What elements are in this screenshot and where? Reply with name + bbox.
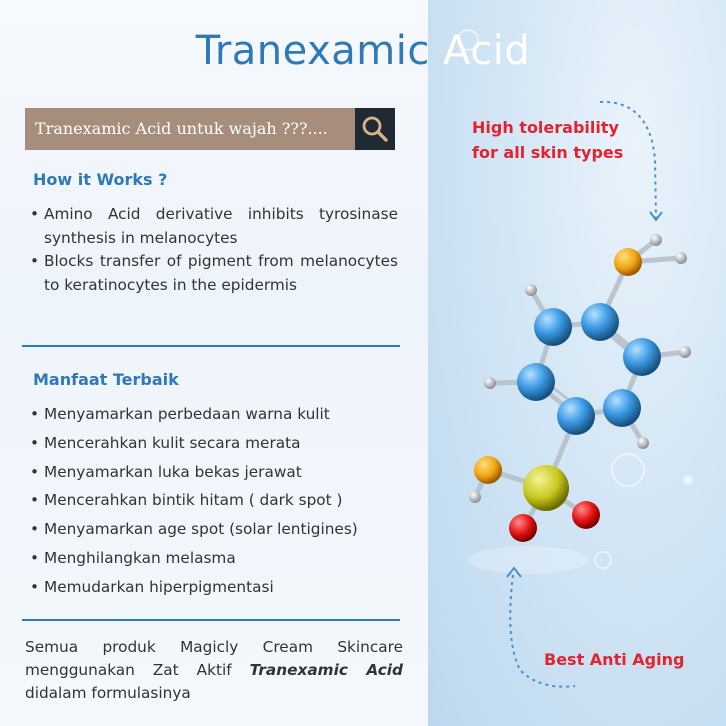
footer-highlight: Tranexamic Acid bbox=[249, 661, 404, 679]
list-item: • Menyamarkan luka bekas jerawat bbox=[28, 461, 408, 485]
title-part-1: Tranexamic bbox=[195, 28, 430, 74]
benefits-heading: Manfaat Terbaik bbox=[33, 370, 179, 389]
list-item: • Menghilangkan melasma bbox=[28, 547, 408, 571]
how-it-works-list bbox=[28, 203, 398, 297]
list-item: • Memudarkan hiperpigmentasi bbox=[28, 576, 408, 600]
search-button[interactable] bbox=[355, 108, 395, 150]
list-item: • Blocks transfer of pigment from melanocytes to keratinocytes in the epidermis bbox=[28, 250, 398, 297]
search-icon bbox=[360, 114, 390, 144]
list-item: • Mencerahkan kulit secara merata bbox=[28, 432, 408, 456]
section-divider bbox=[22, 345, 400, 347]
list-item: • Menyamarkan perbedaan warna kulit bbox=[28, 403, 408, 427]
benefits-list bbox=[28, 403, 408, 599]
footer-text-post: didalam formulasinya bbox=[25, 684, 191, 702]
footer-text-pre: Semua produk Magicly Cream Skincare menggunakan Zat Aktif bbox=[25, 638, 403, 679]
list-item: • Menyamarkan age spot (solar lentigines) bbox=[28, 518, 408, 542]
list-item: • Mencerahkan bintik hitam ( dark spot ) bbox=[28, 489, 408, 513]
footer-text bbox=[25, 636, 403, 705]
callout-best-anti-aging: Best Anti Aging bbox=[544, 650, 685, 669]
callout-line-2: for all skin types bbox=[472, 143, 624, 162]
search-bar[interactable] bbox=[25, 108, 395, 150]
how-it-works-heading: How it Works ? bbox=[33, 170, 168, 189]
title-part-2: Acid bbox=[443, 28, 531, 74]
list-item: • Amino Acid derivative inhibits tyrosinase synthesis in melanocytes bbox=[28, 203, 398, 250]
molecule-illustration bbox=[428, 0, 726, 726]
section-divider bbox=[22, 619, 400, 621]
search-text: Tranexamic Acid untuk wajah ???.... bbox=[35, 119, 328, 138]
callout-line-1: High tolerability bbox=[472, 118, 619, 137]
